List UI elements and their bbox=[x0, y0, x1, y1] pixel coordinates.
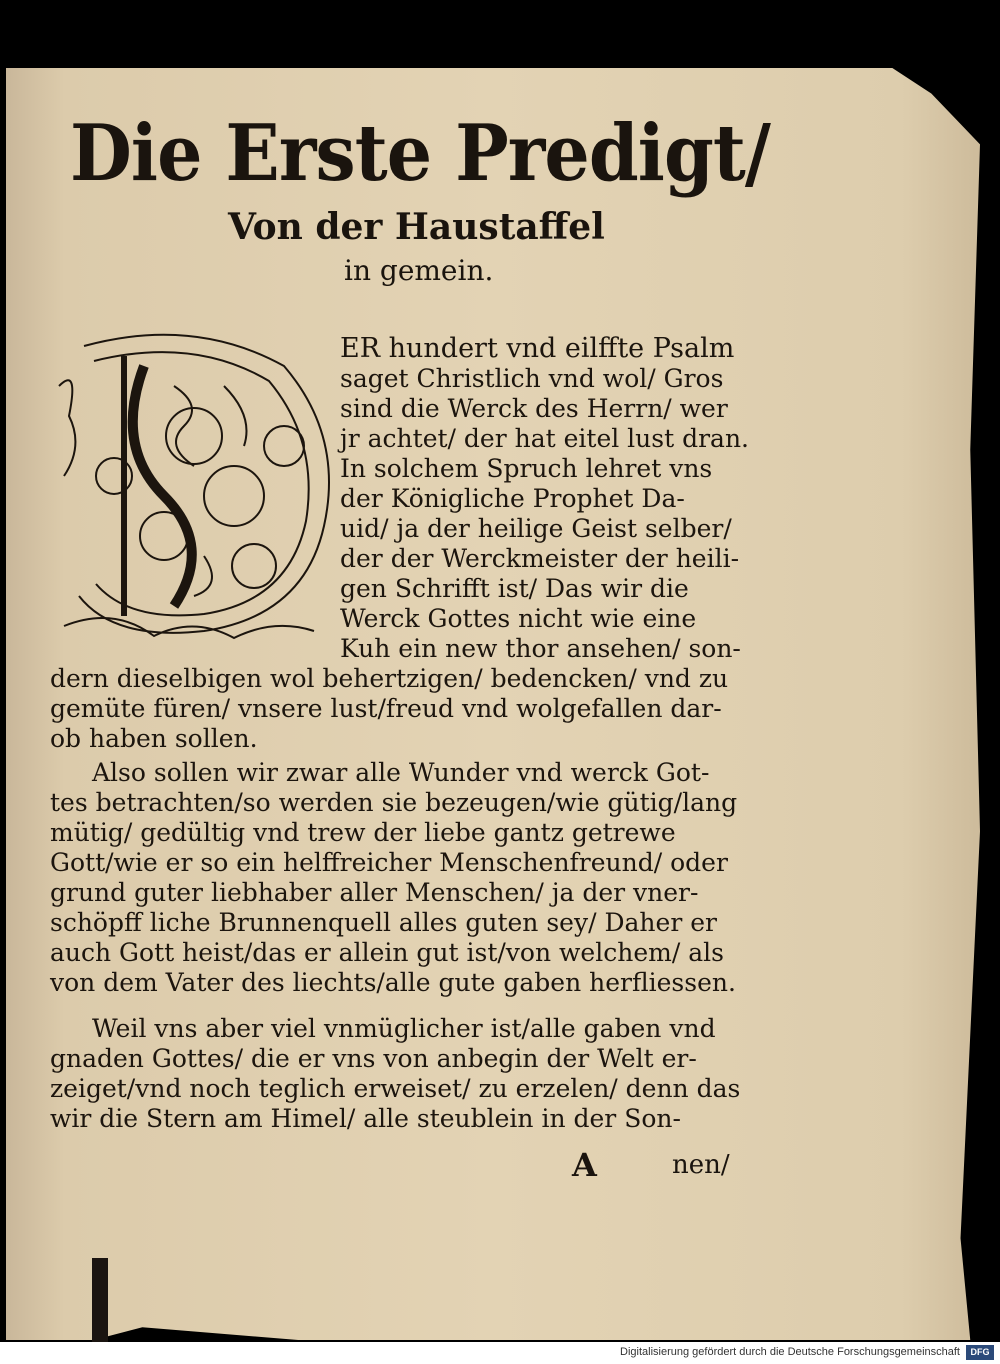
body-line: gnaden Gottes/ die er vns von anbegin der Welt er- bbox=[50, 1044, 697, 1073]
body-line: ER hundert vnd eilffte Psalm bbox=[340, 333, 735, 364]
body-line: von dem Vater des liechts/alle gute gaben herfliessen. bbox=[50, 968, 736, 997]
body-line: saget Christlich vnd wol/ Gros bbox=[340, 364, 724, 393]
catchword: nen/ bbox=[672, 1150, 730, 1180]
body-line: sind die Werck des Herrn/ wer bbox=[340, 394, 728, 423]
body-line: In solchem Spruch lehret vns bbox=[340, 454, 713, 483]
body-line: mütig/ gedültig vnd trew der liebe gantz getrewe bbox=[50, 818, 676, 847]
body-line: auch Gott heist/das er allein gut ist/von welchem/ als bbox=[50, 938, 724, 967]
body-line: schöpff liche Brunnenquell alles guten sey/ Daher er bbox=[50, 908, 717, 937]
body-line: Weil vns aber viel vnmüglicher ist/alle gaben vnd bbox=[92, 1014, 716, 1043]
body-line: der der Werckmeister der heili- bbox=[340, 544, 740, 573]
body-line: uid/ ja der heilige Geist selber/ bbox=[340, 514, 732, 543]
decorative-initial-d-icon bbox=[54, 326, 334, 646]
sermon-title: Die Erste Predigt/ bbox=[70, 108, 771, 199]
body-line: Werck Gottes nicht wie eine bbox=[340, 604, 697, 633]
body-line: grund guter liebhaber aller Menschen/ ja der vner- bbox=[50, 878, 699, 907]
body-line: Also sollen wir zwar alle Wunder vnd werck Got- bbox=[92, 758, 710, 787]
body-line: Kuh ein new thor ansehen/ son- bbox=[340, 634, 741, 663]
body-line: tes betrachten/so werden sie bezeugen/wie gütig/lang bbox=[50, 788, 738, 817]
body-line: Gott/wie er so ein helffreicher Menschenfreund/ oder bbox=[50, 848, 728, 877]
signature-mark: A bbox=[572, 1146, 597, 1184]
body-line: wir die Stern am Himel/ alle steublein in der Son- bbox=[50, 1104, 681, 1133]
dfg-logo: DFG bbox=[966, 1345, 994, 1360]
body-line: jr achtet/ der hat eitel lust dran. bbox=[340, 424, 750, 453]
body-line: ob haben sollen. bbox=[50, 724, 258, 753]
sermon-subtitle-line-2: in gemein. bbox=[344, 254, 494, 287]
sermon-subtitle-line-1: Von der Haustaffel bbox=[228, 206, 605, 248]
body-line: gen Schrifft ist/ Das wir die bbox=[340, 574, 689, 603]
body-line: der Königliche Prophet Da- bbox=[340, 484, 685, 513]
funding-notice: Digitalisierung gefördert durch die Deutsche Forschungsgemeinschaft bbox=[620, 1346, 960, 1358]
digitization-footer bbox=[0, 1342, 1000, 1364]
page-binding-shadow bbox=[92, 1258, 108, 1342]
body-line: zeiget/vnd noch teglich erweiset/ zu erzelen/ denn das bbox=[50, 1074, 741, 1103]
body-line: dern dieselbigen wol behertzigen/ bedencken/ vnd zu bbox=[50, 664, 729, 693]
body-line: gemüte füren/ vnsere lust/freud vnd wolgefallen dar- bbox=[50, 694, 722, 723]
